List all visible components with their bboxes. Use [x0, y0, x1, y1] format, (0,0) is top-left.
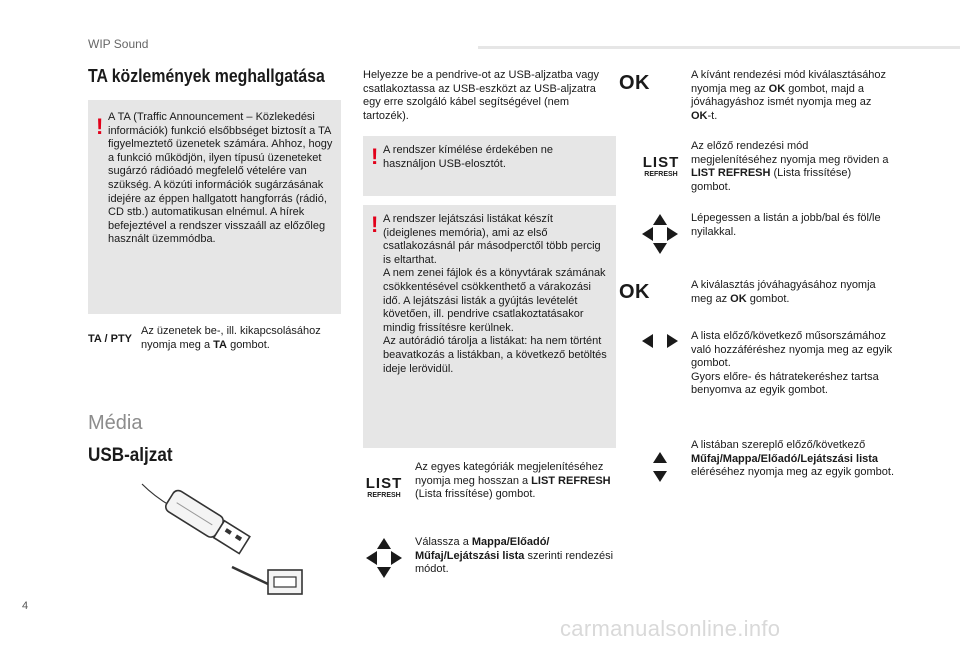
watermark: carmanualsonline.info [560, 616, 781, 641]
arrow-right-icon [391, 551, 402, 565]
track-skip-instruction: A lista előző/következő műsorszámához való hozzáféréshez nyomja meg az egyik gombot. Gyors előre- és hátratekeréshez tartsa benyomva az egyik gombot. [691, 330, 893, 397]
ta-note-box [88, 100, 341, 314]
arrow-up-icon [377, 538, 391, 549]
arrow-left-icon [642, 334, 653, 348]
ok-button-icon: OK [619, 72, 650, 94]
ta-note-text: A TA (Traffic Announcement – Közlekedési információk) funkció elsőbbséget biztosít a TA figyelmeztető üzenetek számára. Ahhoz, hogy a funkció működjön, ilyen típusú üzeneteket sugárzó rádióadó megfelelő vételére van szükség. A közúti információk sugárzásának idejére az éppen hallgatott hangforrás (rádió, CD stb.) automatikusan elnémul. A hírek befejeztével a rendszer visszaáll az előzőleg használt üzemmódba. [108, 111, 333, 246]
usb-plug-illustration [140, 482, 320, 612]
usb-heading: USB-aljzat [88, 445, 173, 466]
warning-icon: ! [371, 212, 379, 237]
sort-mode-instruction: Válassza a Mappa/Előadó/ Műfaj/Lejátszási lista szerinti rendezési módot. [415, 536, 614, 576]
playlist-note-text: A rendszer lejátszási listákat készít (ideiglenes memória), ami az első csatlakozásnál pár másodperctől több percig is eltarthat. A nem zenei fájlok és a könyvtárak számának csökkentésével csökkenthető a várakozási idő. A lejátszási listák a gyújtás levételét követően, ill. pendrive csatlakoztatásakor mindig frissítésre kerülnek. Az autórádió tárolja a listákat: ha nem történt beavatkozás a listákban, a következő betöltés ideje lerövidül. [383, 213, 607, 375]
arrow-right-icon [667, 334, 678, 348]
list-refresh-instruction: Az egyes kategóriák megjelenítéséhez nyomja meg hosszan a LIST REFRESH (Lista frissítése) gombot. [415, 461, 611, 501]
arrow-down-icon [653, 471, 667, 482]
four-arrow-keys-icon [366, 538, 402, 578]
ta-section-title: TA közlemények meghallgatása [88, 66, 325, 86]
list-refresh-button-icon: LIST REFRESH [642, 154, 680, 178]
arrow-left-icon [642, 227, 653, 241]
ta-instruction: Az üzenetek be-, ill. kikapcsolásához nyomja meg a TA gombot. [141, 325, 321, 351]
arrow-down-icon [377, 567, 391, 578]
ok-select-instruction: A kívánt rendezési mód kiválasztásához nyomja meg az OK gombot, majd a jóváhagyáshoz ismét nyomja meg az OK-t. [691, 69, 887, 122]
playlist-note-box [363, 205, 616, 448]
arrow-down-icon [653, 243, 667, 254]
usb-hub-note-text: A rendszer kímélése érdekében ne használjon USB-elosztót. [383, 144, 553, 170]
ta-pty-button-icon: TA / PTY [88, 333, 132, 345]
arrow-up-icon [653, 214, 667, 225]
media-heading: Média [88, 412, 143, 434]
page-number: 4 [22, 600, 29, 612]
ok-button-icon: OK [619, 281, 650, 303]
section-header: WIP Sound [88, 37, 149, 51]
category-skip-instruction: A listában szereplő előző/következő Műfaj/Mappa/Előadó/Lejátszási lista eléréséhez nyomja meg az egyik gombot. [691, 439, 894, 479]
arrow-right-icon [667, 227, 678, 241]
list-refresh-button-icon: LIST REFRESH [365, 475, 403, 499]
usb-hub-note-box [363, 136, 616, 196]
warning-icon: ! [371, 144, 379, 169]
navigate-list-instruction: Lépegessen a listán a jobb/bal és föl/le nyilakkal. [691, 212, 881, 238]
up-down-arrow-keys-icon [653, 452, 667, 482]
warning-icon: ! [96, 114, 104, 139]
confirm-selection-instruction: A kiválasztás jóváhagyásához nyomja meg az OK gombot. [691, 279, 876, 305]
arrow-left-icon [366, 551, 377, 565]
arrow-up-icon [653, 452, 667, 463]
previous-sort-instruction: Az előző rendezési mód megjelenítéséhez nyomja meg röviden a LIST REFRESH (Lista frissítése) gombot. [691, 140, 889, 193]
header-divider [478, 46, 960, 49]
left-right-arrow-keys-icon [642, 334, 678, 348]
four-arrow-keys-icon [642, 214, 678, 254]
usb-intro-text: Helyezze be a pendrive-ot az USB-aljzatba vagy csatlakoztassa az USB-eszközt az USB-aljzatra egy erre szolgáló kábel segítségével (nem tartozék). [363, 69, 600, 122]
